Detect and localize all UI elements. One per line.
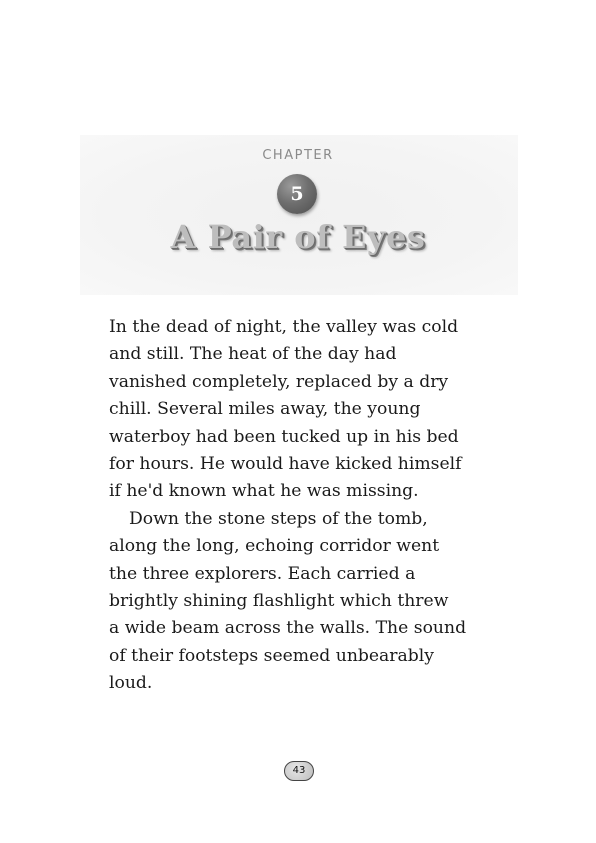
text-line: brightly shining flashlight which threw	[109, 591, 449, 612]
text-line: a wide beam across the walls. The sound	[109, 618, 467, 639]
text-line: chill. Several miles away, the young	[109, 399, 421, 420]
text-line: In the dead of night, the valley was cold	[109, 317, 459, 337]
text-line: along the long, echoing corridor went	[109, 536, 440, 557]
text-line: and still. The heat of the day had	[109, 344, 397, 365]
chapter-number-badge: 5	[277, 174, 317, 214]
text-line: vanished completely, replaced by a dry	[109, 371, 449, 392]
text-line: the three explorers. Each carried a	[109, 563, 416, 584]
page-number: 43	[284, 761, 314, 781]
chapter-label: CHAPTER	[262, 148, 334, 163]
text-line: of their footsteps seemed unbearably	[109, 645, 434, 666]
chapter-title: A Pair of Eyes	[170, 218, 426, 256]
text-line: loud.	[109, 673, 153, 694]
text-line: for hours. He would have kicked himself	[109, 454, 462, 475]
body-text	[109, 314, 489, 698]
text-line: waterboy had been tucked up in his bed	[109, 426, 459, 447]
text-line: if he'd known what he was missing.	[109, 481, 419, 502]
text-line: Down the stone steps of the tomb,	[129, 508, 428, 529]
